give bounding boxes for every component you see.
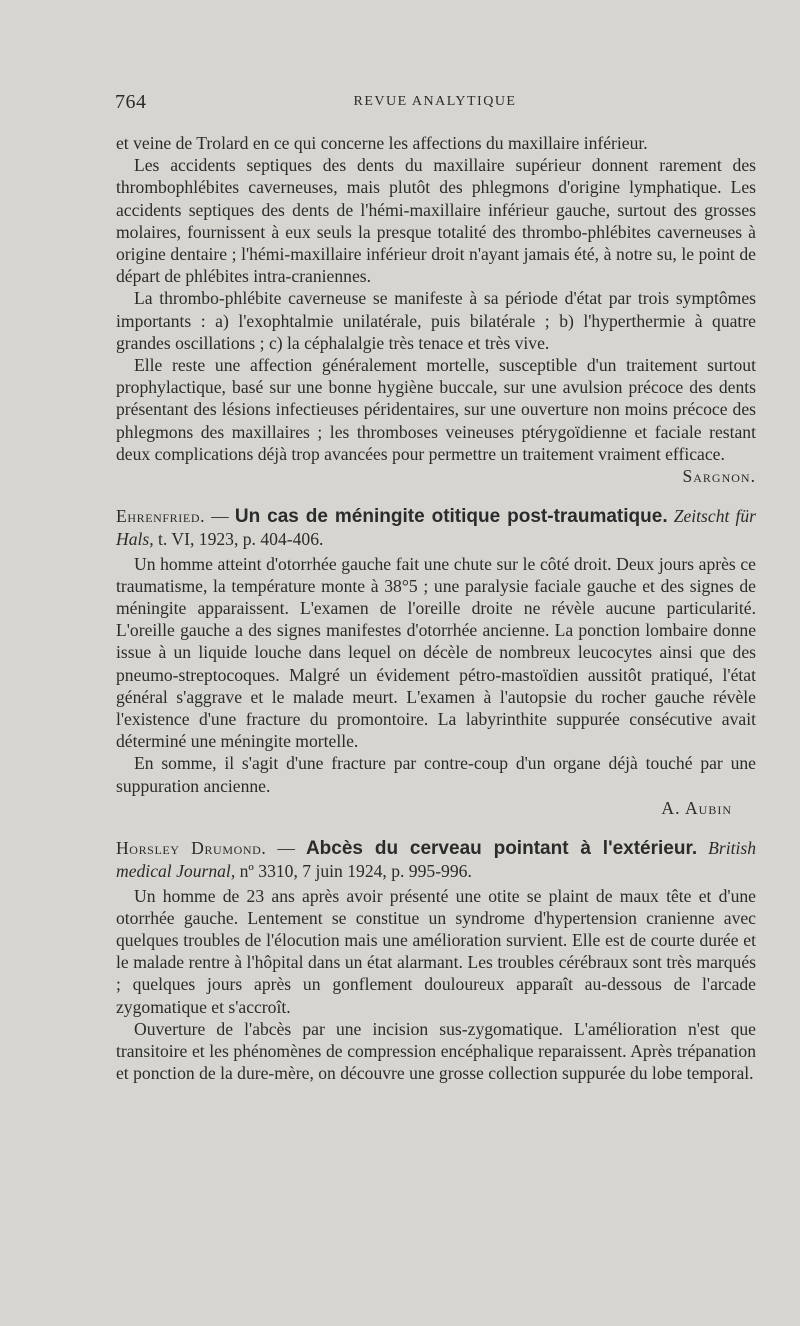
paragraph: Les accidents septiques des dents du maxillaire supérieur donnent rarement des thrombophlébites caverneuses, mais plutôt des phlegmons d'origine lymphatique. Les accidents septiques des dents de l'hémi-maxillaire inférieur gauche, surtout des grosses molaires, fournissent à eux seuls la presque totalité des thrombo-phlébites caverneuses à origine dentaire ; l'hémi-maxillaire inférieur droit n'ayant jamais été, à notre su, le point de départ de phlébites intra-craniennes. (116, 155, 756, 287)
paragraph: Ouverture de l'abcès par une incision sus-zygomatique. L'amélioration n'est que transitoire et les phénomènes de compression encéphalique reparaissent. Après trépanation et ponction de la dure-mère, on découvre une grosse collection suppurée du lobe temporal. (116, 1018, 756, 1084)
journal-name: Zeitscht für Hals, (116, 506, 757, 550)
page-number: 764 (115, 91, 147, 113)
paragraph: et veine de Trolard en ce qui concerne les affections du maxillaire inférieur. (116, 133, 648, 153)
article-author: Horsley Drumond. (116, 838, 267, 859)
paragraph: Elle reste une affection généralement mortelle, susceptible d'un traitement surtout prophylactique, basé sur une bonne hygiène buccale, sur une avulsion précoce des dents présentant des lésions infectieuses péridentaires, sur une ouverture non moins précoce des phlegmons des maxillaires ; les thromboses veineuses ptérygoïdienne et faciale restant deux complications déjà trop avancées pour permettre un traitement vraiment efficace. (116, 355, 756, 464)
page-header (115, 91, 755, 115)
paragraph: En somme, il s'agit d'une fracture par contre-coup d'un organe déjà touché par une suppuration ancienne. (116, 753, 756, 796)
signature-line (116, 465, 756, 487)
article-heading (116, 505, 756, 550)
article-horsley-drumond (116, 837, 756, 1084)
article-title: Abcès du cerveau pointant à l'extérieur. (305, 838, 698, 860)
separator-dash: — (205, 506, 235, 527)
section-continued (116, 132, 756, 487)
article-title: Un cas de méningite otitique post-traumatique. (234, 506, 668, 528)
separator-dash: — (266, 838, 306, 859)
paragraph: La thrombo-phlébite caverneuse se manifeste à sa période d'état par trois symptômes importants : a) l'exophtalmie unilatérale, puis bilatérale ; b) l'hyperthermie à quatre grandes oscillations ; c) la céphalalgie très tenace et très vive. (116, 288, 756, 353)
signature: A. Aubin (661, 797, 732, 818)
paragraph: Un homme atteint d'otorrhée gauche fait une chute sur le côté droit. Deux jours après ce traumatisme, la température monte à 38°5 ; une paralysie faciale gauche et des signes de méningite apparaissent. L'examen de l'oreille droite ne révèle aucune particularité. L'oreille gauche a des signes manifestes d'otorrhée ancienne. La ponction lombaire donne issue à un liquide louche dans lequel on décèle de nombreux leucocytes ainsi que des pneumo-streptocoques. Malgré un évidement pétro-mastoïdien aussitôt pratiqué, l'état général s'aggrave et le malade meurt. L'examen à l'autopsie du rocher gauche révèle l'existence d'une fracture du promontoire. La labyrinthite suppurée consécutive avait déterminé une méningite mortelle. (116, 553, 756, 752)
article-ehrenfried (116, 505, 756, 819)
signature: Sargnon. (682, 466, 756, 487)
signature-line (116, 797, 756, 819)
running-title: REVUE ANALYTIQUE (353, 94, 517, 109)
article-heading (116, 837, 756, 882)
paragraph: Un homme de 23 ans après avoir présenté une otite se plaint de maux tête et d'une otorrhée gauche. Lentement se constitue un syndrome d'hypertension cranienne avec quelques troubles de l'élocution mais une amélioration survient. Elle est de courte durée et le malade rentre à l'hôpital dans un état alarmant. Les troubles cérébraux sont très marqués ; quelques jours après un gonflement douloureux apparaît au-dessous de l'arcade zygomatique et s'accroît. (116, 885, 756, 1017)
citation: t. VI, 1923, p. 404-406. (153, 529, 324, 550)
citation: nº 3310, 7 juin 1924, p. 995-996. (235, 861, 472, 882)
journal-name: British medical Journal, (116, 838, 756, 882)
article-author: Ehrenfried. (116, 506, 206, 527)
page-content (116, 132, 756, 1084)
